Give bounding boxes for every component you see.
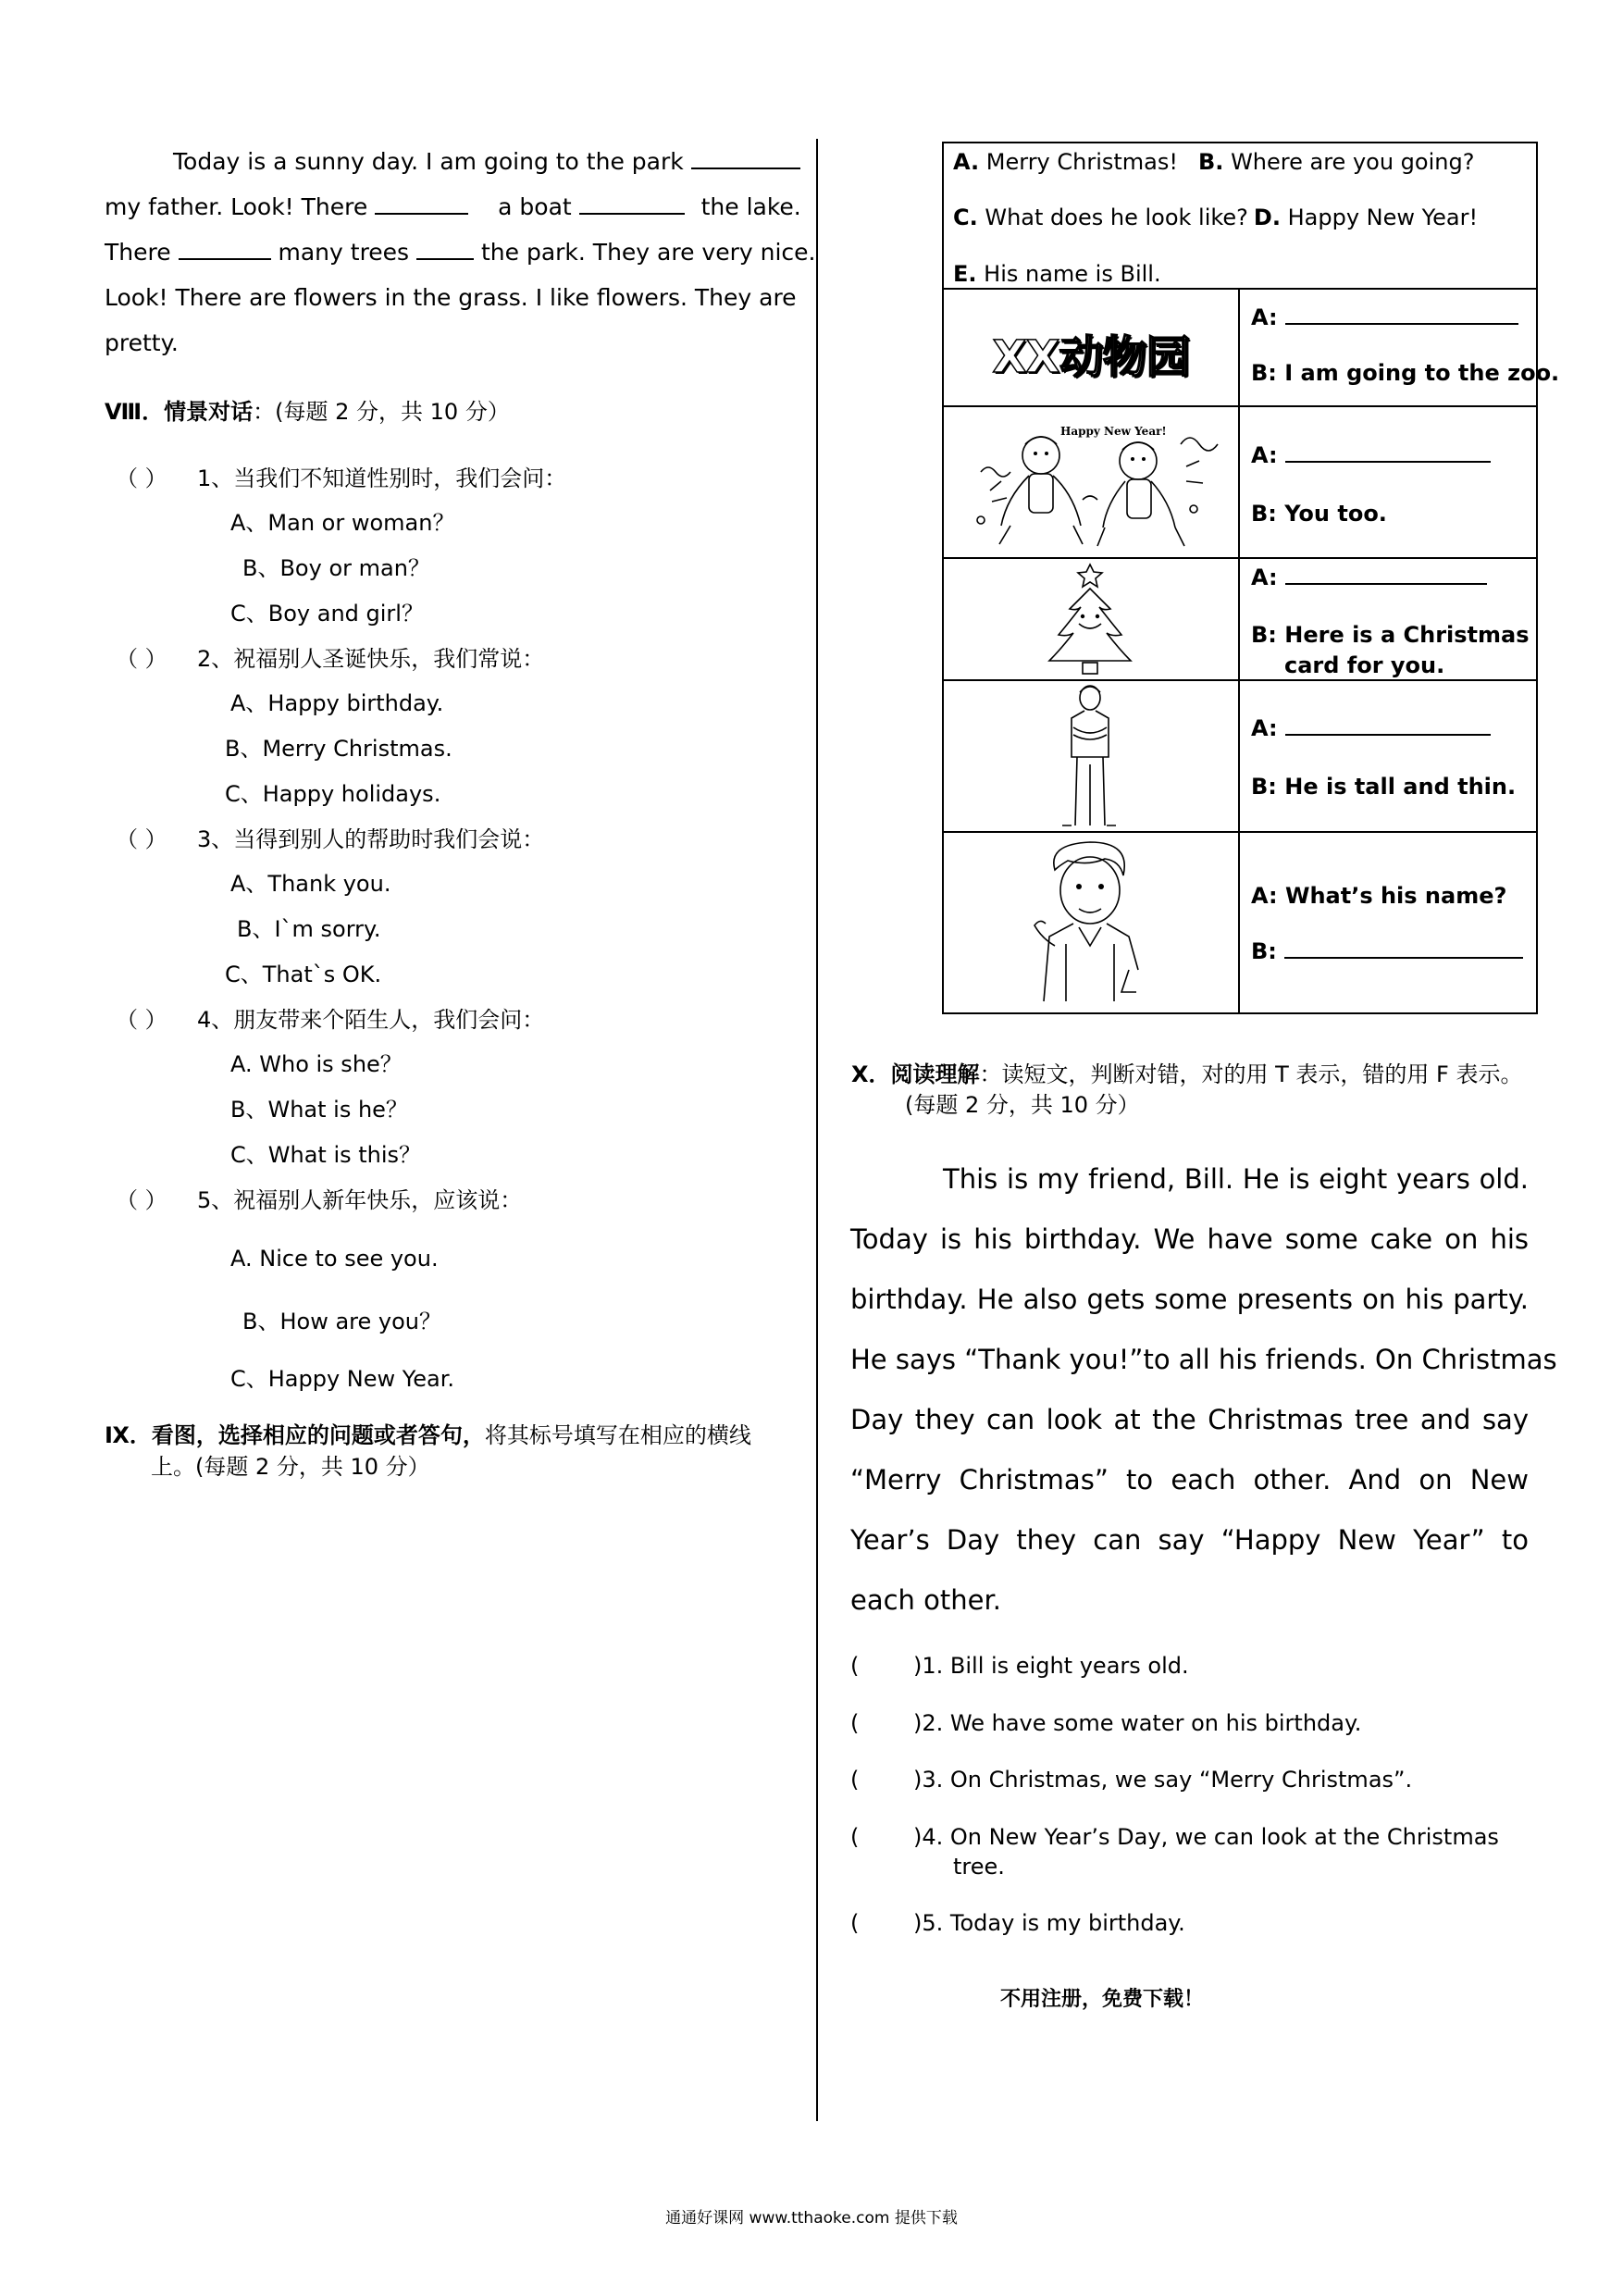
- answer-paren[interactable]: (: [850, 1910, 860, 1936]
- dialog-row-1-text: A: B: I am going to the zoo.: [1251, 304, 1560, 386]
- tf-question-5: ( )5. Today is my birthday.: [850, 1910, 1185, 1936]
- answer-line[interactable]: [1284, 938, 1523, 959]
- q4-option-a: A. Who is she？: [230, 1051, 403, 1077]
- tall-man-image: [944, 681, 1240, 831]
- q3-option-b: B、I`m sorry.: [237, 916, 381, 942]
- section-10-title: Ⅹ．阅读理解：读短文，判断对错，对的用 T 表示，错的用 F 表示。: [851, 1061, 1523, 1087]
- reading-line-6: “Merry Christmas” to each other. And on New: [850, 1464, 1529, 1496]
- dialog-row-5: [944, 833, 1536, 1012]
- card-caption: Happy New Year!: [1060, 425, 1167, 438]
- q4-option-b: B、What is he？: [230, 1097, 408, 1123]
- dialog-options: [944, 143, 1536, 290]
- answer-paren[interactable]: （ ）: [116, 646, 167, 672]
- cloze-line-2: my father. Look! There a boat the lake.: [105, 193, 801, 220]
- dialog-row-1: [944, 288, 1560, 407]
- question-4: （ ） 4、朋友带来个陌生人，我们会问：: [116, 1001, 544, 1034]
- cloze-line-1: Today is a sunny day. I am going to the park: [105, 139, 785, 184]
- question-1: （ ） 1、当我们不知道性别时，我们会问：: [116, 460, 566, 492]
- tf-question-1: ( )1. Bill is eight years old.: [850, 1653, 1189, 1679]
- answer-paren[interactable]: (: [850, 1653, 860, 1679]
- question-2: （ ） 2、祝福别人圣诞快乐，我们常说：: [116, 640, 544, 673]
- section-9-title: Ⅸ．看图，选择相应的问题或者答句，将其标号填写在相应的横线: [105, 1422, 751, 1448]
- dialog-row-4: [944, 681, 1536, 833]
- reading-line-7: Year’s Day they can say “Happy New Year” to: [850, 1524, 1529, 1556]
- q5-option-c: C、Happy New Year.: [230, 1366, 455, 1392]
- cloze-blank[interactable]: [579, 192, 685, 215]
- answer-line[interactable]: [1285, 304, 1518, 325]
- q1-option-a: A、Man or woman？: [230, 510, 455, 536]
- answer-paren[interactable]: （ ）: [116, 465, 167, 491]
- tf-question-2: ( )2. We have some water on his birthday.: [850, 1710, 1362, 1736]
- dialog-row-5-text: A: What’s his name? B:: [1251, 833, 1529, 1012]
- question-5: （ ） 5、祝福别人新年快乐，应该说：: [116, 1182, 522, 1214]
- dialog-row-2: [944, 407, 1536, 559]
- tf-question-4: ( )4. On New Year’s Day, we can look at the Christmas: [850, 1824, 1499, 1850]
- dialog-option-c-d: C. What does he look like? D. Happy New Year!: [953, 205, 1479, 230]
- tall-man-icon: [944, 681, 1236, 829]
- answer-paren[interactable]: （ ）: [116, 1187, 167, 1213]
- q4-option-c: C、What is this？: [230, 1142, 422, 1168]
- section-9-note: 上。(每题 2 分，共 10 分）: [151, 1454, 430, 1480]
- cloze-blank[interactable]: [375, 192, 468, 215]
- cloze-passage: [105, 139, 816, 366]
- new-year-illustration-icon: [944, 407, 1236, 555]
- reading-line-8: each other.: [850, 1584, 1001, 1616]
- q3-option-c: C、That`s OK.: [225, 962, 382, 987]
- q3-option-a: A、Thank you.: [230, 871, 391, 897]
- cloze-line-4: Look! There are flowers in the grass. I like flowers. They are: [105, 284, 797, 311]
- zoo-sign-text: XX动物园: [992, 331, 1190, 383]
- cloze-blank[interactable]: [416, 238, 474, 260]
- section-8-title: Ⅷ．情景对话：(每题 2 分，共 10 分）: [105, 399, 510, 425]
- dialog-option-e: E. His name is Bill.: [953, 261, 1161, 287]
- answer-paren[interactable]: （ ）: [116, 1007, 167, 1033]
- column-divider: [816, 139, 818, 2121]
- tf-question-4-cont: tree.: [953, 1854, 1005, 1880]
- q5-option-a: A. Nice to see you.: [230, 1246, 439, 1272]
- zoo-sign-image: [944, 288, 1240, 405]
- answer-line[interactable]: [1285, 565, 1487, 585]
- answer-paren[interactable]: （ ）: [116, 826, 167, 852]
- q5-option-b: B、How are you？: [242, 1309, 441, 1334]
- answer-paren[interactable]: (: [850, 1767, 860, 1793]
- cloze-line-3: There many trees the park. They are very nice.: [105, 239, 816, 266]
- reading-line-3: birthday. He also gets some presents on his party.: [850, 1284, 1529, 1315]
- tf-question-3: ( )3. On Christmas, we say “Merry Christmas”.: [850, 1767, 1413, 1793]
- question-3: （ ） 3、当得到别人的帮助时我们会说：: [116, 821, 544, 853]
- answer-paren[interactable]: (: [850, 1824, 860, 1850]
- q2-option-c: C、Happy holidays.: [225, 781, 441, 807]
- cloze-line-5: pretty.: [105, 329, 179, 356]
- site-footer: 通通好课网 www.tthaoke.com 提供下载: [665, 2209, 958, 2228]
- christmas-tree-image: [944, 559, 1240, 679]
- reading-passage: [850, 1149, 1557, 1631]
- dialog-row-4-text: A: B: He is tall and thin.: [1251, 715, 1517, 800]
- reading-line-2: Today is his birthday. We have some cake on his: [850, 1223, 1529, 1255]
- boy-bill-image: [944, 833, 1240, 1012]
- q1-option-c: C、Boy and girl？: [230, 601, 424, 627]
- cloze-blank[interactable]: [179, 238, 271, 260]
- section-10-note: (每题 2 分，共 10 分）: [905, 1092, 1140, 1118]
- answer-paren[interactable]: (: [850, 1710, 860, 1736]
- new-year-card-image: [944, 407, 1240, 557]
- christmas-tree-icon: [944, 559, 1236, 677]
- q1-option-b: B、Boy or man？: [242, 555, 430, 581]
- q2-option-b: B、Merry Christmas.: [225, 736, 452, 762]
- dialog-table: [942, 142, 1560, 1014]
- cloze-blank[interactable]: [691, 147, 800, 169]
- answer-line[interactable]: [1285, 442, 1491, 463]
- reading-line-1: This is my friend, Bill. He is eight years old.: [943, 1163, 1529, 1195]
- reading-line-4: He says “Thank you!”to all his friends. On Christmas: [850, 1344, 1557, 1375]
- free-download-note: 不用注册，免费下载！: [1000, 1988, 1205, 2011]
- q2-option-a: A、Happy birthday.: [230, 690, 444, 716]
- reading-line-5: Day they can look at the Christmas tree and say: [850, 1404, 1529, 1435]
- boy-bill-icon: [944, 833, 1236, 1009]
- dialog-row-3: [944, 559, 1536, 681]
- dialog-option-a-b: A. Merry Christmas! B. Where are you going?: [953, 149, 1475, 175]
- dialog-row-2-text: A: B: You too.: [1251, 407, 1529, 557]
- answer-line[interactable]: [1285, 715, 1491, 736]
- dialog-row-3-text: A: B: Here is a Christmas card for you.: [1251, 565, 1530, 678]
